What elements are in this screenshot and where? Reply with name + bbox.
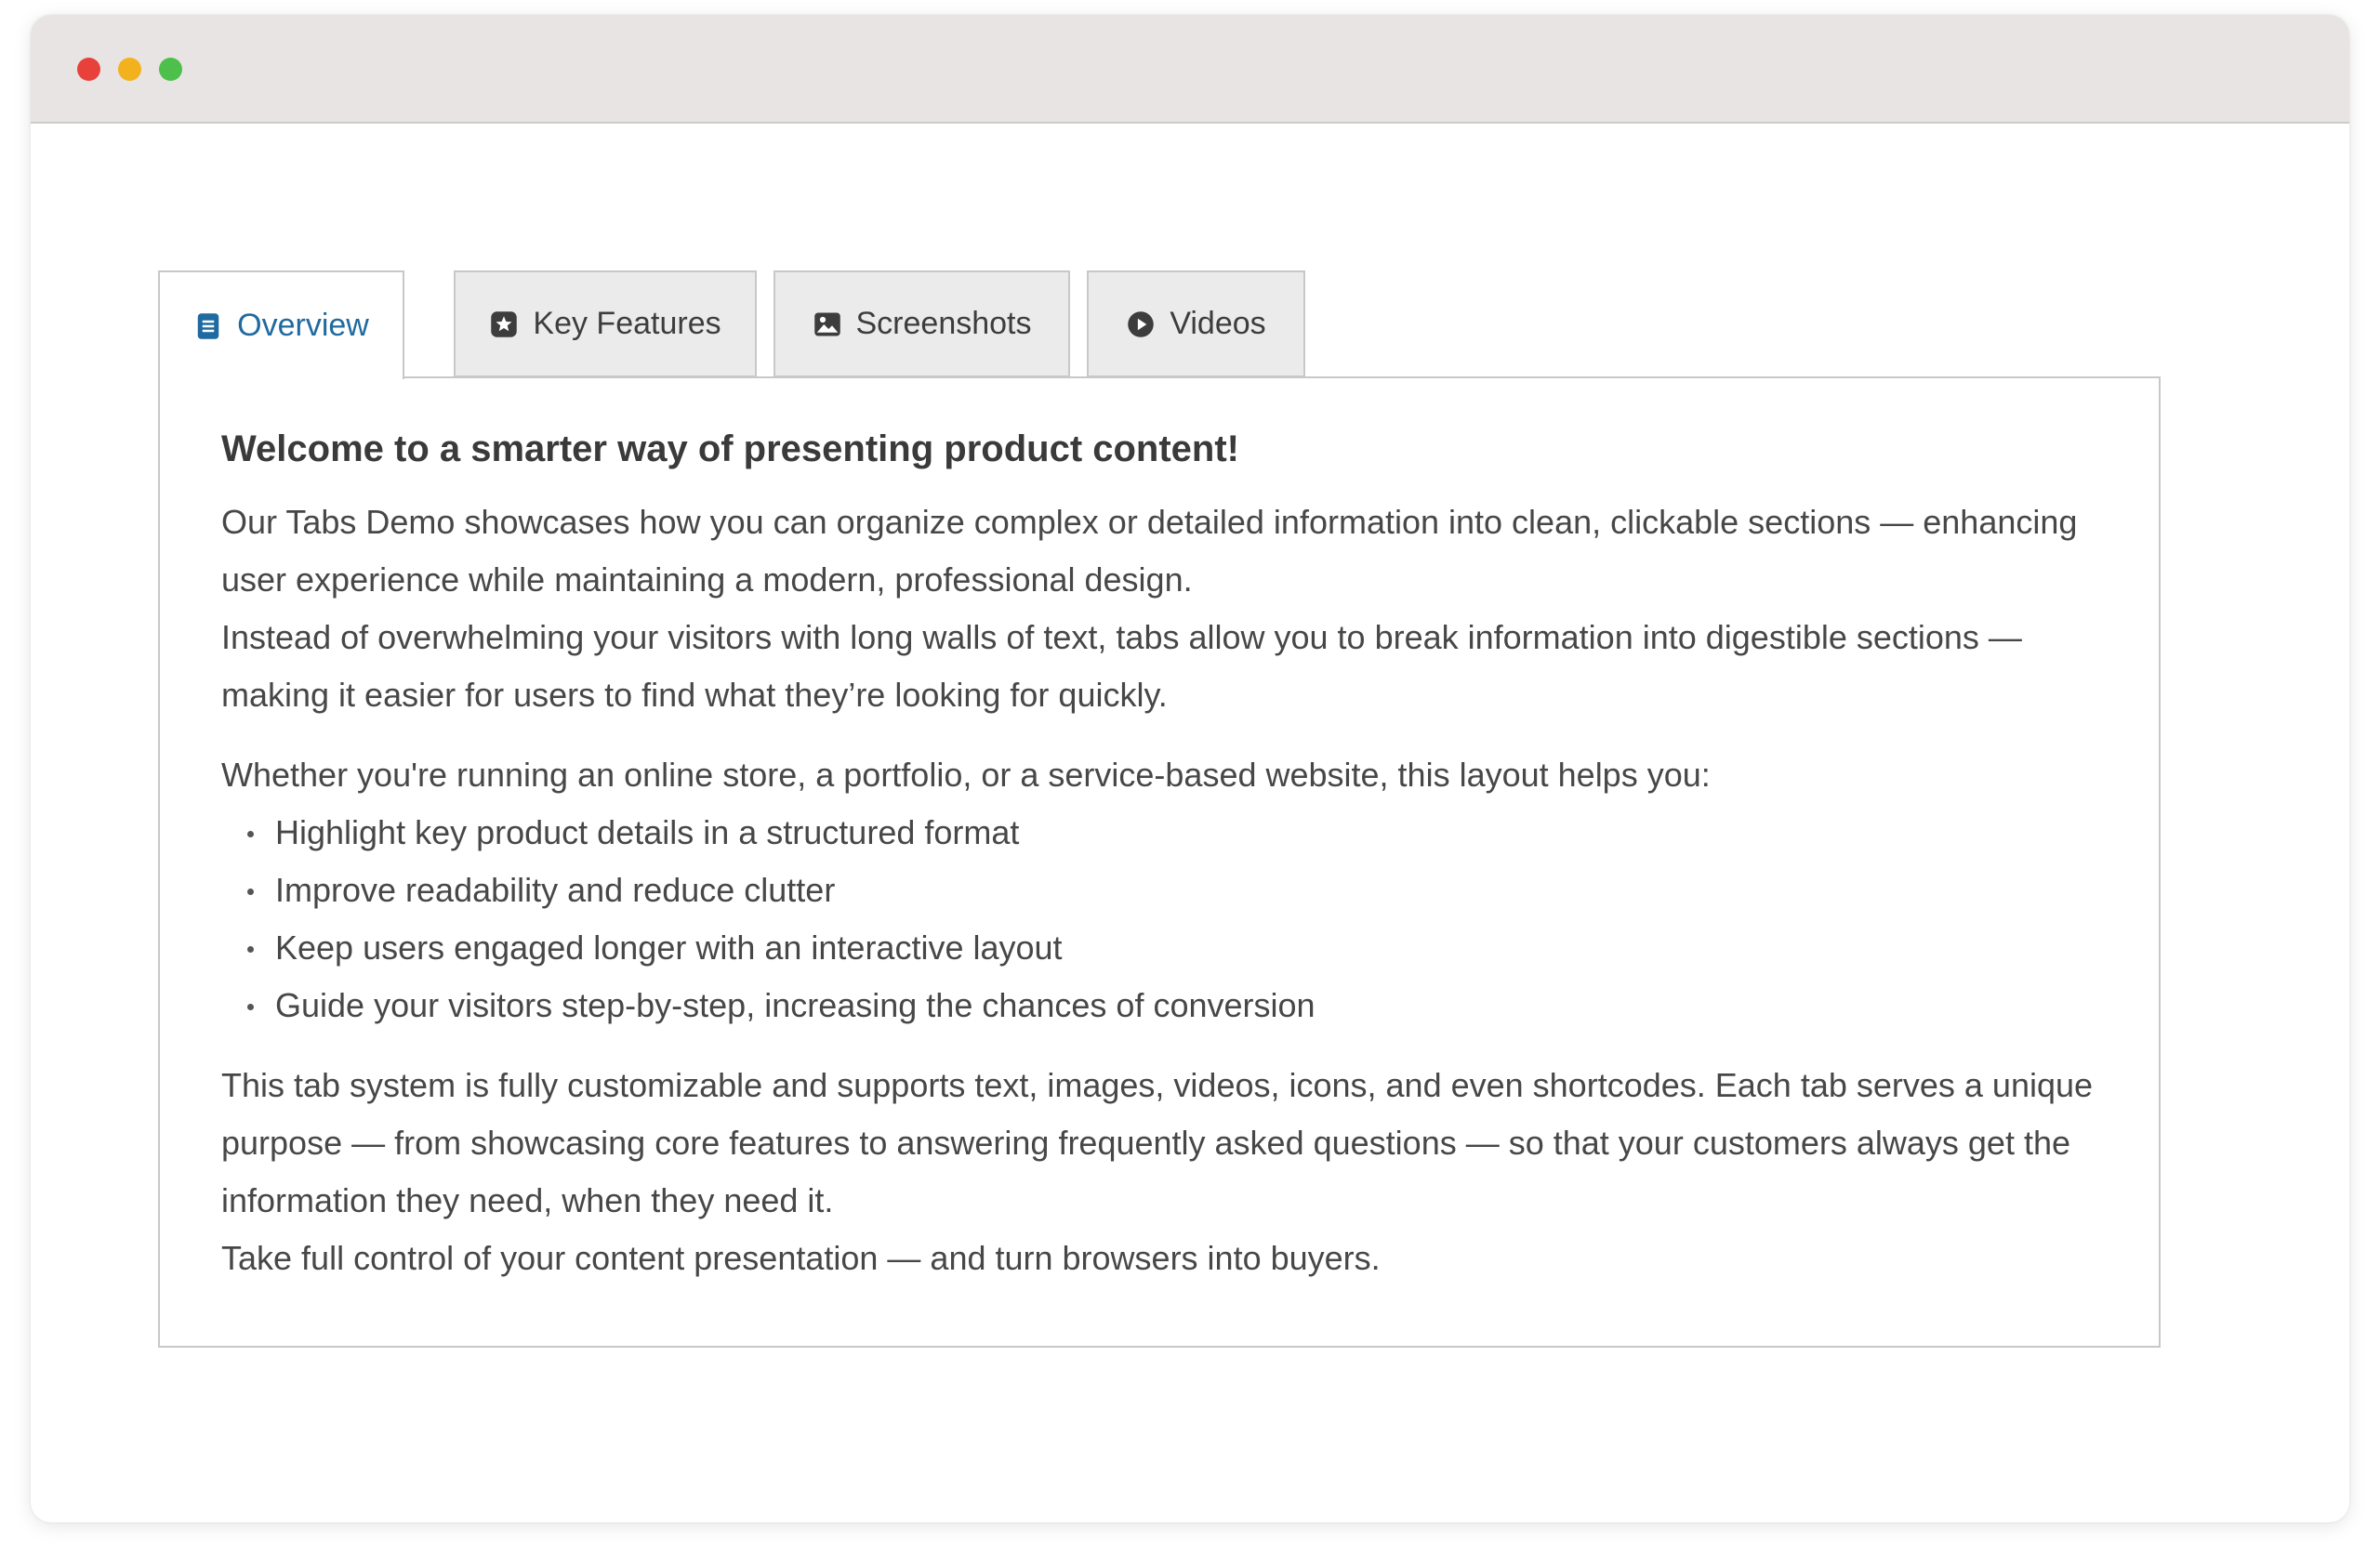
play-circle-icon	[1126, 309, 1156, 339]
tab-overview-label: Overview	[237, 308, 369, 343]
list-item: Keep users engaged longer with an interactive layout	[221, 919, 2097, 977]
tab-screenshots-label: Screenshots	[855, 306, 1032, 341]
panel-paragraph: Whether you're running an online store, a portfolio, or a service-based website, this layout helps you:	[221, 756, 1711, 794]
panel-paragraph: Our Tabs Demo showcases how you can organize complex or detailed information into clean, clickable sections — enhancing user experience while maintaining a modern, professional design.	[221, 503, 2078, 599]
tab-screenshots[interactable]	[774, 270, 1070, 377]
title-bar	[31, 15, 2349, 124]
list-item: Improve readability and reduce clutter	[221, 862, 2097, 919]
image-icon	[813, 309, 842, 339]
list-item: Highlight key product details in a structured format	[221, 804, 2097, 862]
tab-overview[interactable]	[158, 270, 404, 379]
tab-videos[interactable]	[1087, 270, 1305, 377]
panel-paragraph: This tab system is fully customizable and supports text, images, videos, icons, and even shortcodes. Each tab serves a unique purpose — from showcasing core features to answering frequently asked questions — so that your customers always get the information they need, when they need it.	[221, 1066, 2094, 1219]
benefits-list	[221, 804, 2097, 1034]
star-badge-icon	[489, 309, 519, 339]
panel-paragraph: Instead of overwhelming your visitors with long walls of text, tabs allow you to break information into digestible sections — making it easier for users to find what they’re looking for quickly.	[221, 618, 2022, 714]
document-icon	[193, 311, 223, 341]
tab-videos-label: Videos	[1170, 306, 1266, 341]
close-window-button[interactable]	[77, 58, 100, 81]
tab-panel-overview	[158, 376, 2161, 1348]
maximize-window-button[interactable]	[159, 58, 182, 81]
tab-key-features-label: Key Features	[533, 306, 721, 341]
tab-key-features[interactable]	[454, 270, 757, 377]
panel-heading: Welcome to a smarter way of presenting product content!	[221, 428, 1239, 469]
minimize-window-button[interactable]	[118, 58, 141, 81]
list-item: Guide your visitors step-by-step, increasing the chances of conversion	[221, 977, 2097, 1034]
panel-paragraph: Take full control of your content presentation — and turn browsers into buyers.	[221, 1239, 1381, 1277]
